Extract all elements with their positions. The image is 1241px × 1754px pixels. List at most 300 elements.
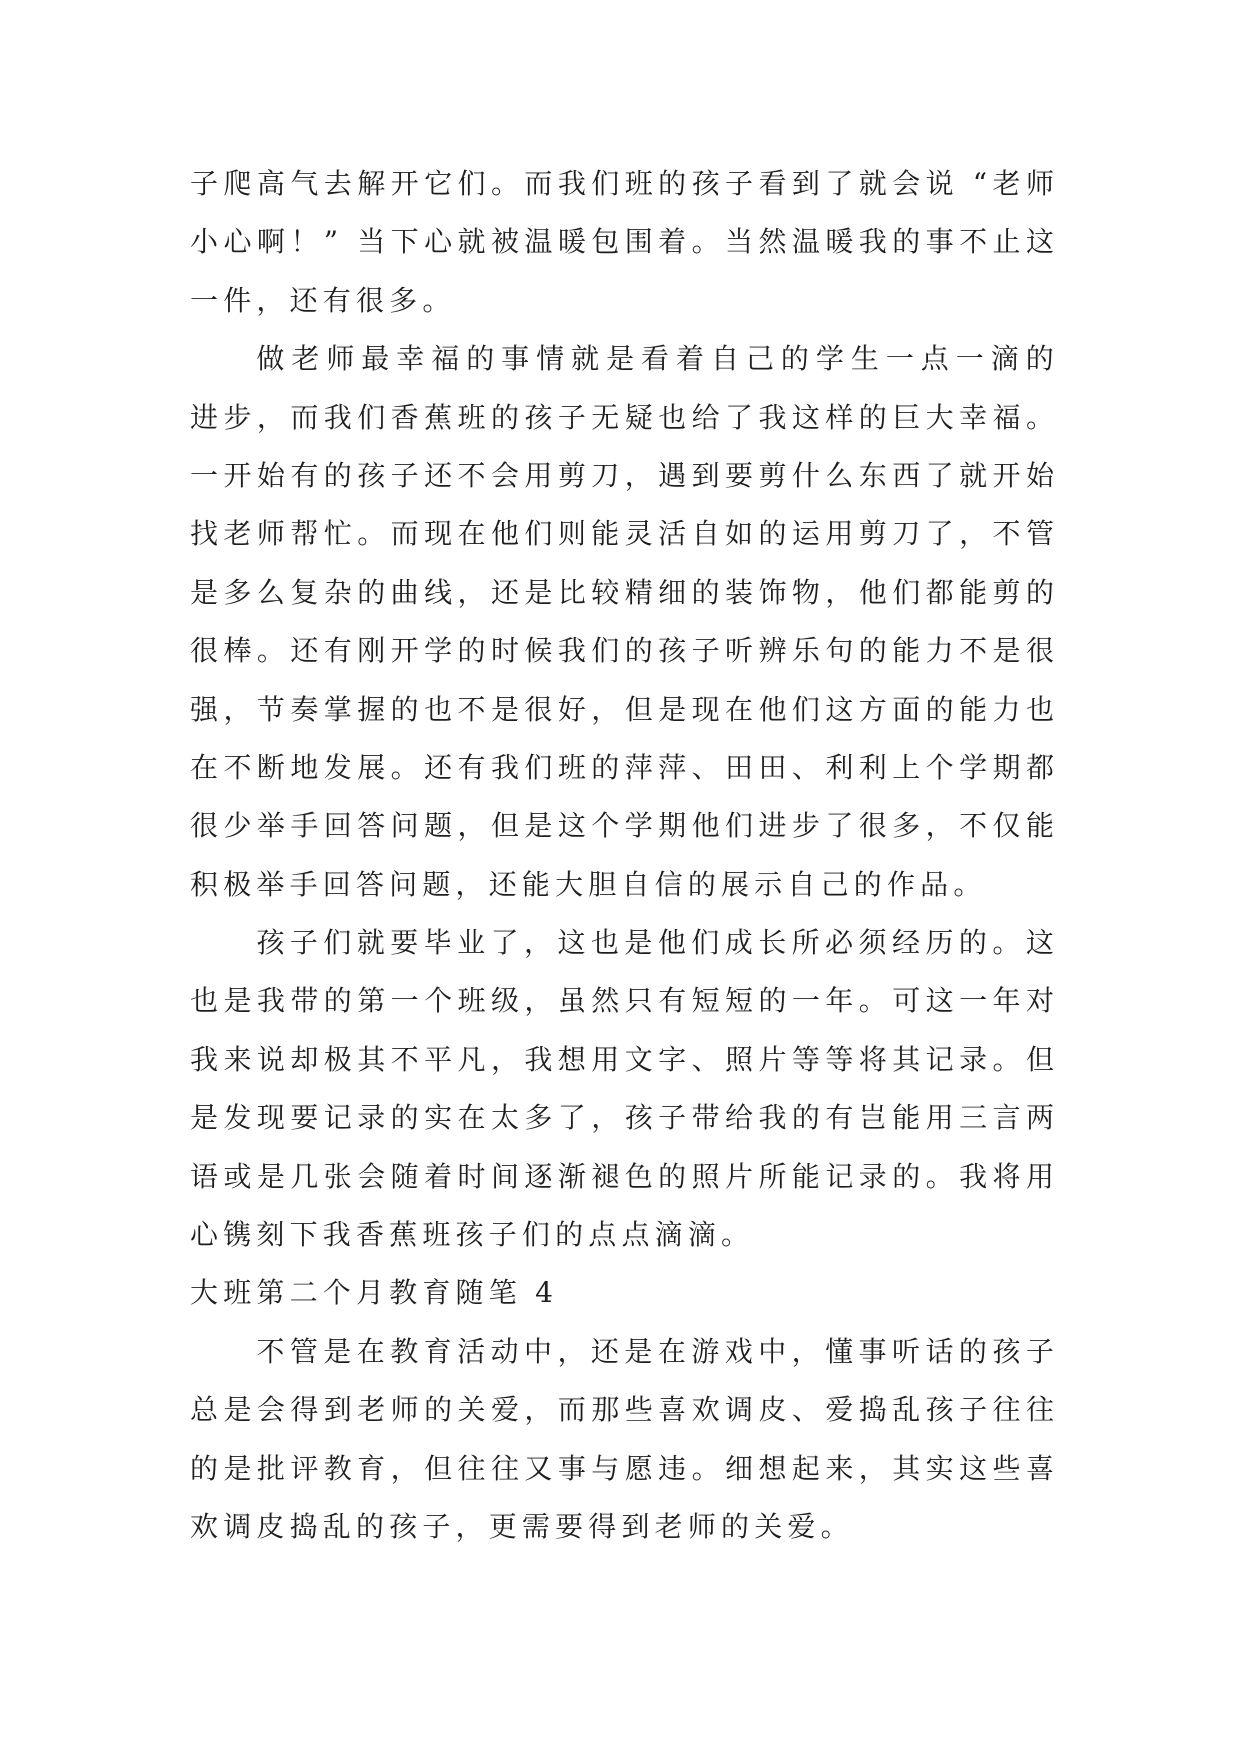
text-character: 我 [256,984,285,1018]
text-character: 力 [992,692,1021,726]
text-character: 三 [959,1101,988,1135]
text-character: 其 [892,1042,921,1076]
text-character: ， [825,575,854,609]
text-character: 下 [289,1218,318,1252]
text-character: 话 [925,1334,954,1368]
text-character: 年 [825,984,854,1018]
text-character: 与 [591,1451,620,1485]
text-character: 点 [588,1218,617,1252]
paragraph [190,155,1054,330]
text-character: 一 [959,984,988,1018]
text-character: 还 [424,458,453,492]
text-character: 的 [758,984,787,1018]
text-character: 西 [892,458,921,492]
text-character: 运 [791,517,820,551]
text-character: 答 [355,867,384,901]
text-character: 用 [524,458,553,492]
text-character: 而 [524,167,553,200]
text-character: 样 [825,400,854,434]
text-character: 刀 [892,517,921,551]
text-character: 学 [815,342,844,376]
text-character: 张 [323,1159,352,1193]
text-character: 我 [490,750,519,784]
text-character: 。 [721,1218,750,1252]
text-line [190,972,1054,1030]
text-character: 力 [925,634,954,668]
text-character: 而 [390,517,419,551]
text-character: 。 [820,1509,849,1543]
text-character: 。 [1025,400,1054,434]
text-character: 听 [725,634,754,668]
text-character: 解 [357,167,386,200]
text-character: 第 [256,1276,285,1310]
text-character: ， [591,692,620,726]
text-character: ， [457,575,486,609]
text-character: 老 [223,517,252,551]
text-character: 的 [323,458,352,492]
text-character: ， [223,692,252,726]
text-character: 的 [858,634,887,668]
text-character: 孩 [455,1218,484,1252]
text-character: 要 [555,1509,584,1543]
text-character: 调 [725,1393,754,1427]
text-character: 我 [758,1101,787,1135]
text-character: 的 [624,634,653,668]
text-character: 么 [825,458,854,492]
text-character: 的 [390,692,419,726]
text-character: 情 [536,342,565,376]
text-character: 是 [624,1334,653,1368]
text-character: 件 [223,283,252,317]
text-character: 年 [992,984,1021,1018]
text-character: 饰 [758,575,787,609]
text-character: 很 [190,634,219,668]
text-character: 来 [825,1451,854,1485]
text-character: ， [455,1509,484,1543]
text-character: 无 [591,400,620,434]
text-character: 爱 [490,1393,519,1427]
text-character: 都 [1025,750,1054,784]
text-character: 想 [758,1451,787,1485]
text-character: 也 [590,926,619,960]
text-character: 。 [992,926,1021,960]
text-character: 当 [725,225,754,259]
text-character: 爱 [825,1393,854,1427]
text-character: 能 [591,517,620,551]
text-character: 游 [691,1334,720,1368]
text-character: 须 [858,926,887,960]
text-character: 愿 [624,1451,653,1485]
text-character: 更 [488,1509,517,1543]
text-character: 物 [791,575,820,609]
text-character: 又 [524,1451,553,1485]
text-character: 要 [725,458,754,492]
text-character: 孩 [389,1509,418,1543]
text-character: 剪 [992,575,1021,609]
text-character: 辨 [758,634,787,668]
text-character: 得 [588,1509,617,1543]
text-character: 懂 [825,1334,854,1368]
text-character: 滴 [990,342,1019,376]
text-line [190,681,1054,739]
text-character: 是 [190,575,219,609]
text-character: 了 [925,458,954,492]
text-character: 他 [691,809,720,843]
text-character: 的 [555,1218,584,1252]
text-character: 个 [925,750,954,784]
text-character: 多 [524,1101,553,1135]
text-character: 。 [992,1042,1021,1076]
text-character: ， [925,809,954,843]
text-character: 大 [555,867,584,901]
text-character: 滴 [654,1218,683,1252]
text-character: 总 [190,1393,219,1427]
text-character: 老 [291,342,320,376]
text-character: 温 [791,225,820,259]
text-character: 的 [658,167,687,200]
text-character: 子 [725,167,754,200]
text-character: 皮 [256,1509,285,1543]
text-character: 能 [521,867,550,901]
text-character: 想 [557,1042,586,1076]
text-character: 到 [621,1509,650,1543]
text-character: 听 [892,1334,921,1368]
text-character: 着 [658,225,687,259]
text-character: 是 [606,342,635,376]
text-character: ， [490,1042,519,1076]
text-character: 福 [992,400,1021,434]
text-character: 短 [725,984,754,1018]
text-character: 照 [691,1159,720,1193]
text-character: ， [256,400,285,434]
text-character: 是 [256,1159,285,1193]
text-character: 在 [190,750,219,784]
text-character: 一 [190,458,219,492]
text-character: 发 [323,750,352,784]
text-character: 都 [925,575,954,609]
text-character: 活 [658,517,687,551]
text-character: 的 [853,867,882,901]
text-character: 小 [190,225,219,259]
paragraph [190,330,1054,914]
text-character: 己 [820,867,849,901]
text-character: 的 [490,400,519,434]
text-character: 乱 [892,1393,921,1427]
text-character: 子 [658,1101,687,1135]
text-character: 自 [621,867,650,901]
text-character: ， [457,809,486,843]
text-character: 说 [256,1042,285,1076]
text-line [190,914,1054,972]
text-character: 个 [424,984,453,1018]
text-character: 子 [190,167,219,200]
text-character: 也 [424,692,453,726]
text-character: 子 [488,1218,517,1252]
text-character: 这 [925,984,954,1018]
text-character: 欢 [190,1509,219,1543]
text-character: 线 [424,575,453,609]
text-character: 还 [488,867,517,901]
text-character: 我 [323,400,352,434]
text-character: 捣 [289,1509,318,1543]
text-character: 所 [791,926,820,960]
text-character: 毕 [423,926,452,960]
text-character: 们 [524,750,553,784]
text-character: 信 [654,867,683,901]
text-character: ！ [290,225,319,259]
text-character: 极 [323,1042,352,1076]
text-character: 是 [992,634,1021,668]
text-character: 调 [223,1509,252,1543]
text-character: 开 [223,458,252,492]
text-character: 要 [390,926,419,960]
text-character: 我 [557,634,586,668]
text-character: 了 [825,809,854,843]
text-character: 去 [323,167,352,200]
text-character: 积 [190,867,219,901]
text-character: 地 [290,750,319,784]
text-character: ， [256,283,285,317]
text-character: 事 [925,225,954,259]
text-character: 然 [758,225,787,259]
text-character: “ [972,167,988,200]
text-character: 的 [958,1334,987,1368]
text-character: ， [524,926,553,960]
text-character: 师 [390,1393,419,1427]
text-character: 他 [758,692,787,726]
text-character: 事 [557,1451,586,1485]
text-character: 给 [725,1101,754,1135]
text-character: 子 [691,634,720,668]
text-character: 少 [223,809,252,843]
text-character: 往 [992,1393,1021,1427]
text-character: ， [557,1334,586,1368]
text-character: 月 [355,1276,384,1310]
text-character: 了 [725,400,754,434]
text-character: 我 [858,225,887,259]
text-character: 是 [624,926,653,960]
text-character: 现 [256,1101,285,1135]
text-character: 品 [920,867,949,901]
text-character: 的 [1025,575,1054,609]
text-character: 照 [725,1042,754,1076]
text-character: 大 [190,1276,219,1310]
text-character: 巨 [892,400,921,434]
text-character: 第 [357,984,386,1018]
text-character: 孩 [624,1101,653,1135]
text-character: 老 [357,1393,386,1427]
text-character: 这 [557,926,586,960]
text-character: 们 [357,400,386,434]
text-character: 不 [223,750,252,784]
text-character: 候 [524,634,553,668]
text-character: 。 [925,1159,954,1193]
text-character: 两 [1025,1101,1054,1135]
text-character: ， [390,1451,419,1485]
text-character: 会 [256,1393,285,1427]
text-character: 们 [725,809,754,843]
text-character: 。 [390,750,419,784]
text-character: 岂 [858,1101,887,1135]
text-character: 评 [290,1451,319,1485]
text-character: 有 [457,750,486,784]
text-character: 捣 [858,1393,887,1427]
text-character: 乐 [791,634,820,668]
text-character: 育 [357,1451,386,1485]
text-character: 几 [290,1159,319,1193]
text-character: 面 [892,692,921,726]
text-character: 们 [691,926,720,960]
text-character: 等 [825,1042,854,1076]
text-character: 然 [591,984,620,1018]
text-character: 实 [925,1451,954,1485]
text-character: 问 [390,809,419,843]
text-character: 装 [725,575,754,609]
text-character: 们 [457,167,486,200]
text-character: 的 [691,575,720,609]
text-character: 还 [490,575,519,609]
text-character: 但 [624,692,653,726]
text-character: ， [959,517,988,551]
text-character: 对 [1025,984,1054,1018]
text-character: 蕉 [424,400,453,434]
text-character: 心 [190,1218,219,1252]
text-character: 是 [223,1451,252,1485]
text-character: 棒 [223,634,252,668]
text-character: 一 [190,283,219,317]
text-character: 句 [825,634,854,668]
text-character: 子 [422,1509,451,1543]
text-character: 、 [791,750,820,784]
text-character: 什 [791,458,820,492]
text-character [522,1264,530,1322]
text-character: 活 [457,1334,486,1368]
text-line [190,1381,1054,1439]
text-character: 教 [390,1334,419,1368]
text-character: 步 [791,809,820,843]
text-character: 子 [1025,1334,1054,1368]
text-character: 中 [524,1334,553,1368]
text-character: 灵 [624,517,653,551]
text-line [190,155,1054,213]
text-character: 师 [687,1509,716,1543]
text-line [190,447,1054,505]
text-character: 的 [390,1101,419,1135]
text-character: 实 [424,1101,453,1135]
text-character: 开 [992,458,1021,492]
text-character: 会 [357,1159,386,1193]
text-character: 作 [886,867,915,901]
text-character: 的 [424,1393,453,1427]
text-character: 间 [490,1159,519,1193]
text-character: 这 [1025,926,1054,960]
text-character: 长 [758,926,787,960]
text-character: 关 [754,1509,783,1543]
text-character: 时 [457,1159,486,1193]
text-character: 的 [925,692,954,726]
text-character: 始 [1025,458,1054,492]
text-character: 它 [424,167,453,200]
text-character: 的 [190,1451,219,1485]
text-character: 展 [721,867,750,901]
text-character: 用 [925,1101,954,1135]
text-line [190,739,1054,797]
text-character: 步 [223,400,252,434]
text-character: 剪 [858,517,887,551]
text-character: 师 [326,342,355,376]
text-character: 在 [725,692,754,726]
text-character: 萍 [658,750,687,784]
text-character: 喜 [1025,1451,1054,1485]
text-character: 举 [256,867,285,901]
text-character: 了 [825,167,854,200]
text-character: 的 [758,517,787,551]
text-character: 片 [725,1159,754,1193]
text-character: 虽 [557,984,586,1018]
text-character: 的 [858,400,887,434]
text-line [190,1498,1054,1556]
text-character: 曲 [390,575,419,609]
text-character: 学 [424,634,453,668]
text-line [190,1323,1054,1381]
text-character: 老 [992,167,1021,200]
text-character: 往 [457,1451,486,1485]
text-character: 些 [992,1451,1021,1485]
text-character: 记 [825,1159,854,1193]
text-character: 握 [357,692,386,726]
text-character: 。 [953,867,982,901]
text-character: 我 [322,1218,351,1252]
text-character: 回 [323,809,352,843]
text-character: 将 [992,1159,1021,1193]
text-character: 剪 [758,458,787,492]
text-character: 历 [925,926,954,960]
text-character: 个 [322,1276,351,1310]
text-character: 多 [389,283,418,317]
text-character: 当 [357,225,386,259]
text-character: 或 [223,1159,252,1193]
text-character: 有 [825,1101,854,1135]
text-character: 在 [457,1101,486,1135]
text-character: 这 [959,1451,988,1485]
text-character: 褪 [591,1159,620,1193]
text-character: 往 [1025,1393,1054,1427]
text-character: 其 [892,1451,921,1485]
text-character: 违 [658,1451,687,1485]
text-character: 的 [466,342,495,376]
text-character: 的 [357,575,386,609]
text-character: ， [524,1393,553,1427]
text-character: 镌 [223,1218,252,1252]
text-character: 还 [289,283,318,317]
text-character: 的 [721,1509,750,1543]
text-character: 奏 [290,692,319,726]
text-character: 上 [892,750,921,784]
text-character: 的 [591,750,620,784]
text-character: 可 [892,984,921,1018]
text-character: 的 [892,225,921,259]
text-character: 萍 [624,750,653,784]
text-character: 不 [457,458,486,492]
text-character: 这 [557,809,586,843]
text-character: 录 [959,1042,988,1076]
text-character: 暖 [825,225,854,259]
text-character: 能 [1025,809,1054,843]
text-character: 下 [390,225,419,259]
text-character: 开 [390,167,419,200]
text-character: 育 [422,1276,451,1310]
text-character: 在 [356,1334,385,1368]
